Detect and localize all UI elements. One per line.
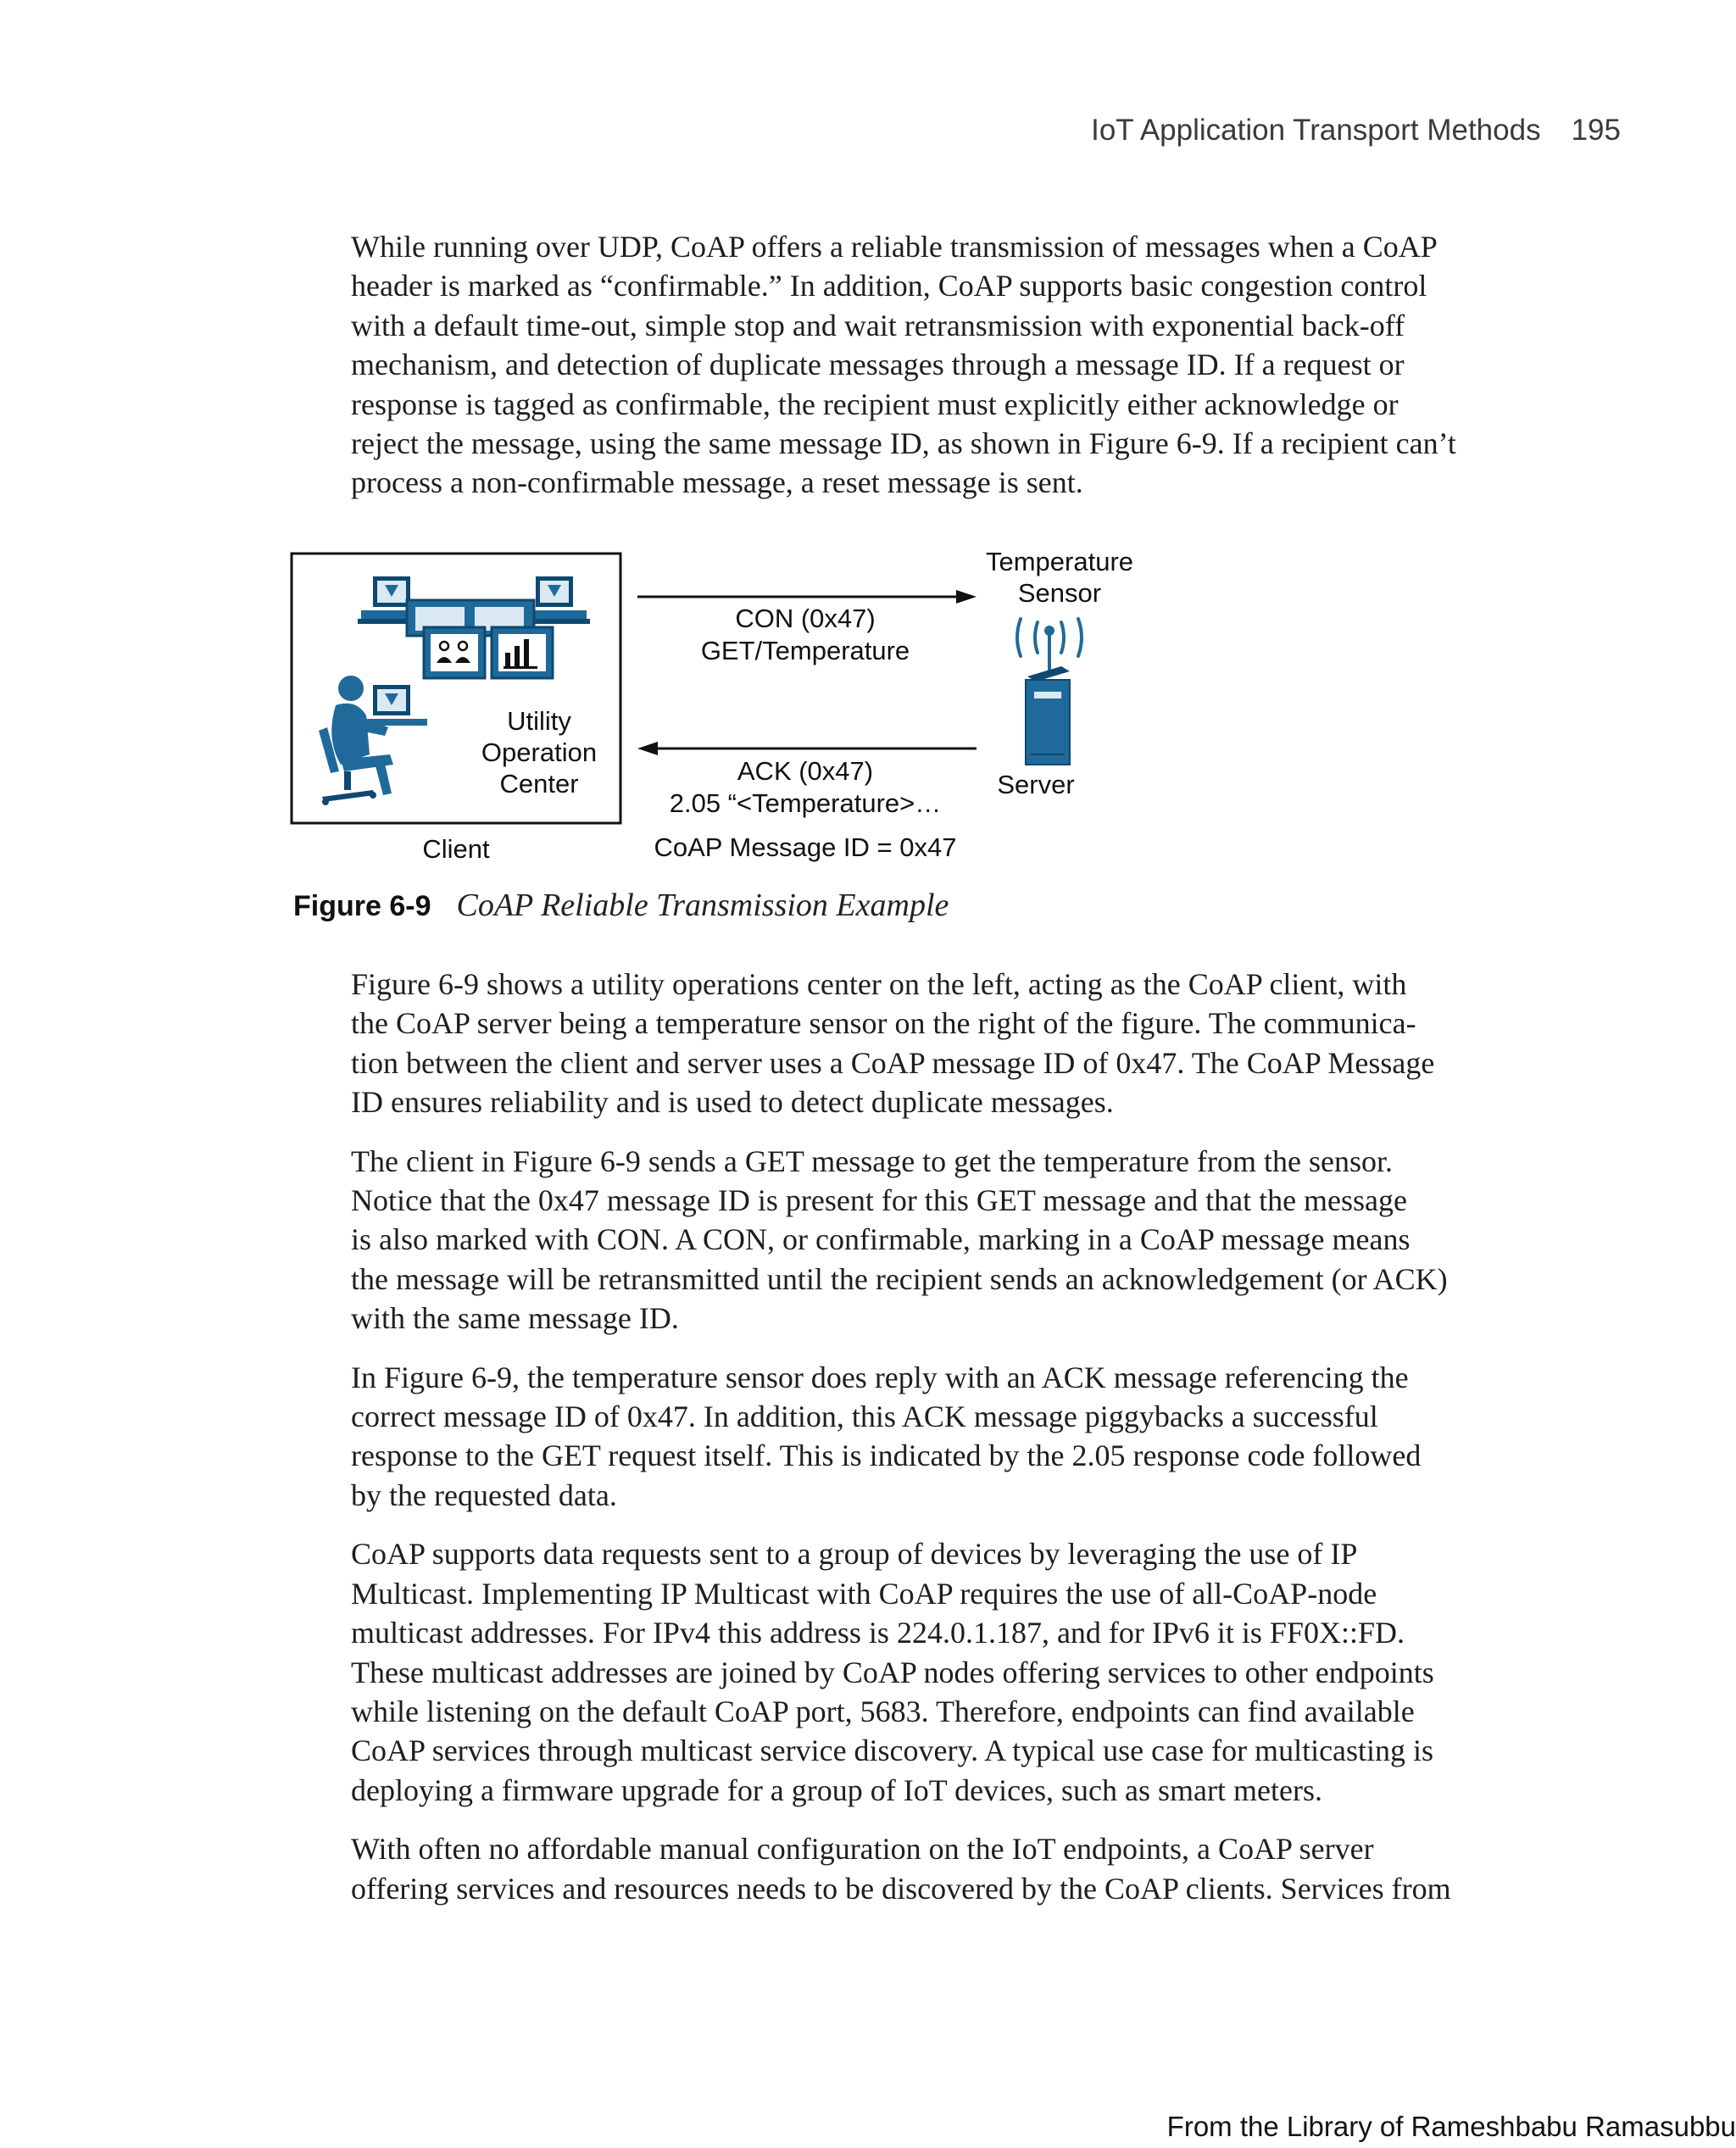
text-line: CoAP services through multicast service discovery. A typical use case for multicasting is: [351, 1733, 1434, 1768]
text-line: the message will be retransmitted until the recipient sends an acknowledgement (or ACK): [351, 1261, 1448, 1296]
client-label: Client: [422, 834, 490, 864]
response-code-label: 2.05 “<Temperature>…: [669, 788, 942, 818]
people-display-icon: [424, 627, 485, 678]
text-line: While running over UDP, CoAP offers a reliable transmission of messages when a CoAP: [351, 230, 1438, 264]
server-icon: [1026, 666, 1070, 765]
text-line: while listening on the default CoAP port, 5683. Therefore, endpoints can find available: [351, 1694, 1415, 1728]
figure-number: Figure 6-9: [293, 890, 431, 922]
text-line: process a non-confirmable message, a reset message is sent.: [351, 465, 1083, 500]
paragraph: [351, 1358, 1499, 1516]
paragraph: [351, 965, 1499, 1122]
request-type-label: CON (0x47): [735, 604, 876, 633]
running-head: [1091, 114, 1621, 147]
body-text: [351, 965, 1499, 1908]
text-line: reject the message, using the same message ID, as shown in Figure 6-9. If a recipient can’t: [351, 426, 1456, 461]
paragraph: [351, 1142, 1499, 1338]
text-line: correct message ID of 0x47. In addition, this ACK message piggybacks a successful: [351, 1400, 1378, 1434]
text-line: header is marked as “confirmable.” In addition, CoAP supports basic congestion control: [351, 269, 1427, 303]
text-line: response is tagged as confirmable, the recipient must explicitly either acknowledge or: [351, 387, 1399, 421]
figure-caption: [293, 887, 949, 924]
text-line: In Figure 6-9, the temperature sensor does reply with an ACK message referencing the: [351, 1360, 1409, 1394]
text-line: CoAP supports data requests sent to a group of devices by leveraging the use of IP: [351, 1537, 1358, 1572]
text-line: deploying a firmware upgrade for a group of IoT devices, such as smart meters.: [351, 1772, 1322, 1807]
figure-6-9-diagram: [288, 543, 1204, 882]
page-number: 195: [1571, 114, 1621, 147]
text-line: mechanism, and detection of duplicate messages through a message ID. If a request or: [351, 348, 1405, 382]
label-line: Utility: [507, 706, 571, 736]
label-line: Temperature: [985, 547, 1134, 576]
running-title: IoT Application Transport Methods: [1091, 114, 1541, 147]
text-line: multicast addresses. For IPv4 this address is 224.0.1.187, and for IPv6 it is FF0X::FD.: [351, 1616, 1405, 1650]
bar-chart-display-icon: [492, 627, 553, 678]
label-line: Operation: [481, 737, 598, 767]
sensor-label: [966, 546, 1153, 609]
label-line: Center: [499, 769, 579, 799]
library-watermark: From the Library of Rameshbabu Ramasubbu: [1166, 2111, 1736, 2142]
request-method-label: GET/Temperature: [700, 636, 910, 665]
wireless-signal-icon: [1017, 619, 1082, 670]
text-line: response to the GET request itself. This is indicated by the 2.05 response code followed: [351, 1438, 1422, 1473]
text-line: Figure 6-9 shows a utility operations center on the left, acting as the CoAP client, with: [351, 967, 1407, 1001]
text-line: by the requested data.: [351, 1477, 617, 1512]
text-line: offering services and resources needs to be discovered by the CoAP clients. Services from: [351, 1871, 1451, 1906]
text-line: Notice that the 0x47 message ID is present for this GET message and that the message: [351, 1183, 1408, 1218]
text-line: ID ensures reliability and is used to detect duplicate messages.: [351, 1085, 1114, 1120]
label-line: Sensor: [1017, 578, 1102, 608]
text-line: tion between the client and server uses a CoAP message ID of 0x47. The CoAP Message: [351, 1045, 1435, 1080]
text-line: the CoAP server being a temperature sensor on the right of the figure. The communica-: [351, 1006, 1416, 1041]
text-line: is also marked with CON. A CON, or confirmable, marking in a CoAP message means: [351, 1222, 1410, 1257]
figure-title: CoAP Reliable Transmission Example: [456, 888, 949, 923]
text-line: These multicast addresses are joined by CoAP nodes offering services to other endpoints: [351, 1655, 1434, 1689]
response-type-label: ACK (0x47): [737, 756, 874, 786]
server-label: Server: [997, 770, 1075, 799]
paragraph: [351, 1534, 1499, 1810]
text-line: with the same message ID.: [351, 1301, 679, 1336]
intro-paragraph: [351, 227, 1499, 503]
response-arrowhead: [637, 742, 658, 755]
text-line: With often no affordable manual configuration on the IoT endpoints, a CoAP server: [351, 1832, 1374, 1867]
text-line: with a default time-out, simple stop and wait retransmission with exponential back-off: [351, 308, 1405, 342]
text-line: Multicast. Implementing IP Multicast with CoAP requires the use of all-CoAP-node: [351, 1576, 1377, 1611]
text-line: The client in Figure 6-9 sends a GET message to get the temperature from the sensor.: [351, 1144, 1393, 1178]
paragraph: [351, 1829, 1499, 1908]
message-id-label: CoAP Message ID = 0x47: [654, 832, 957, 862]
client-center-label: [454, 705, 624, 799]
